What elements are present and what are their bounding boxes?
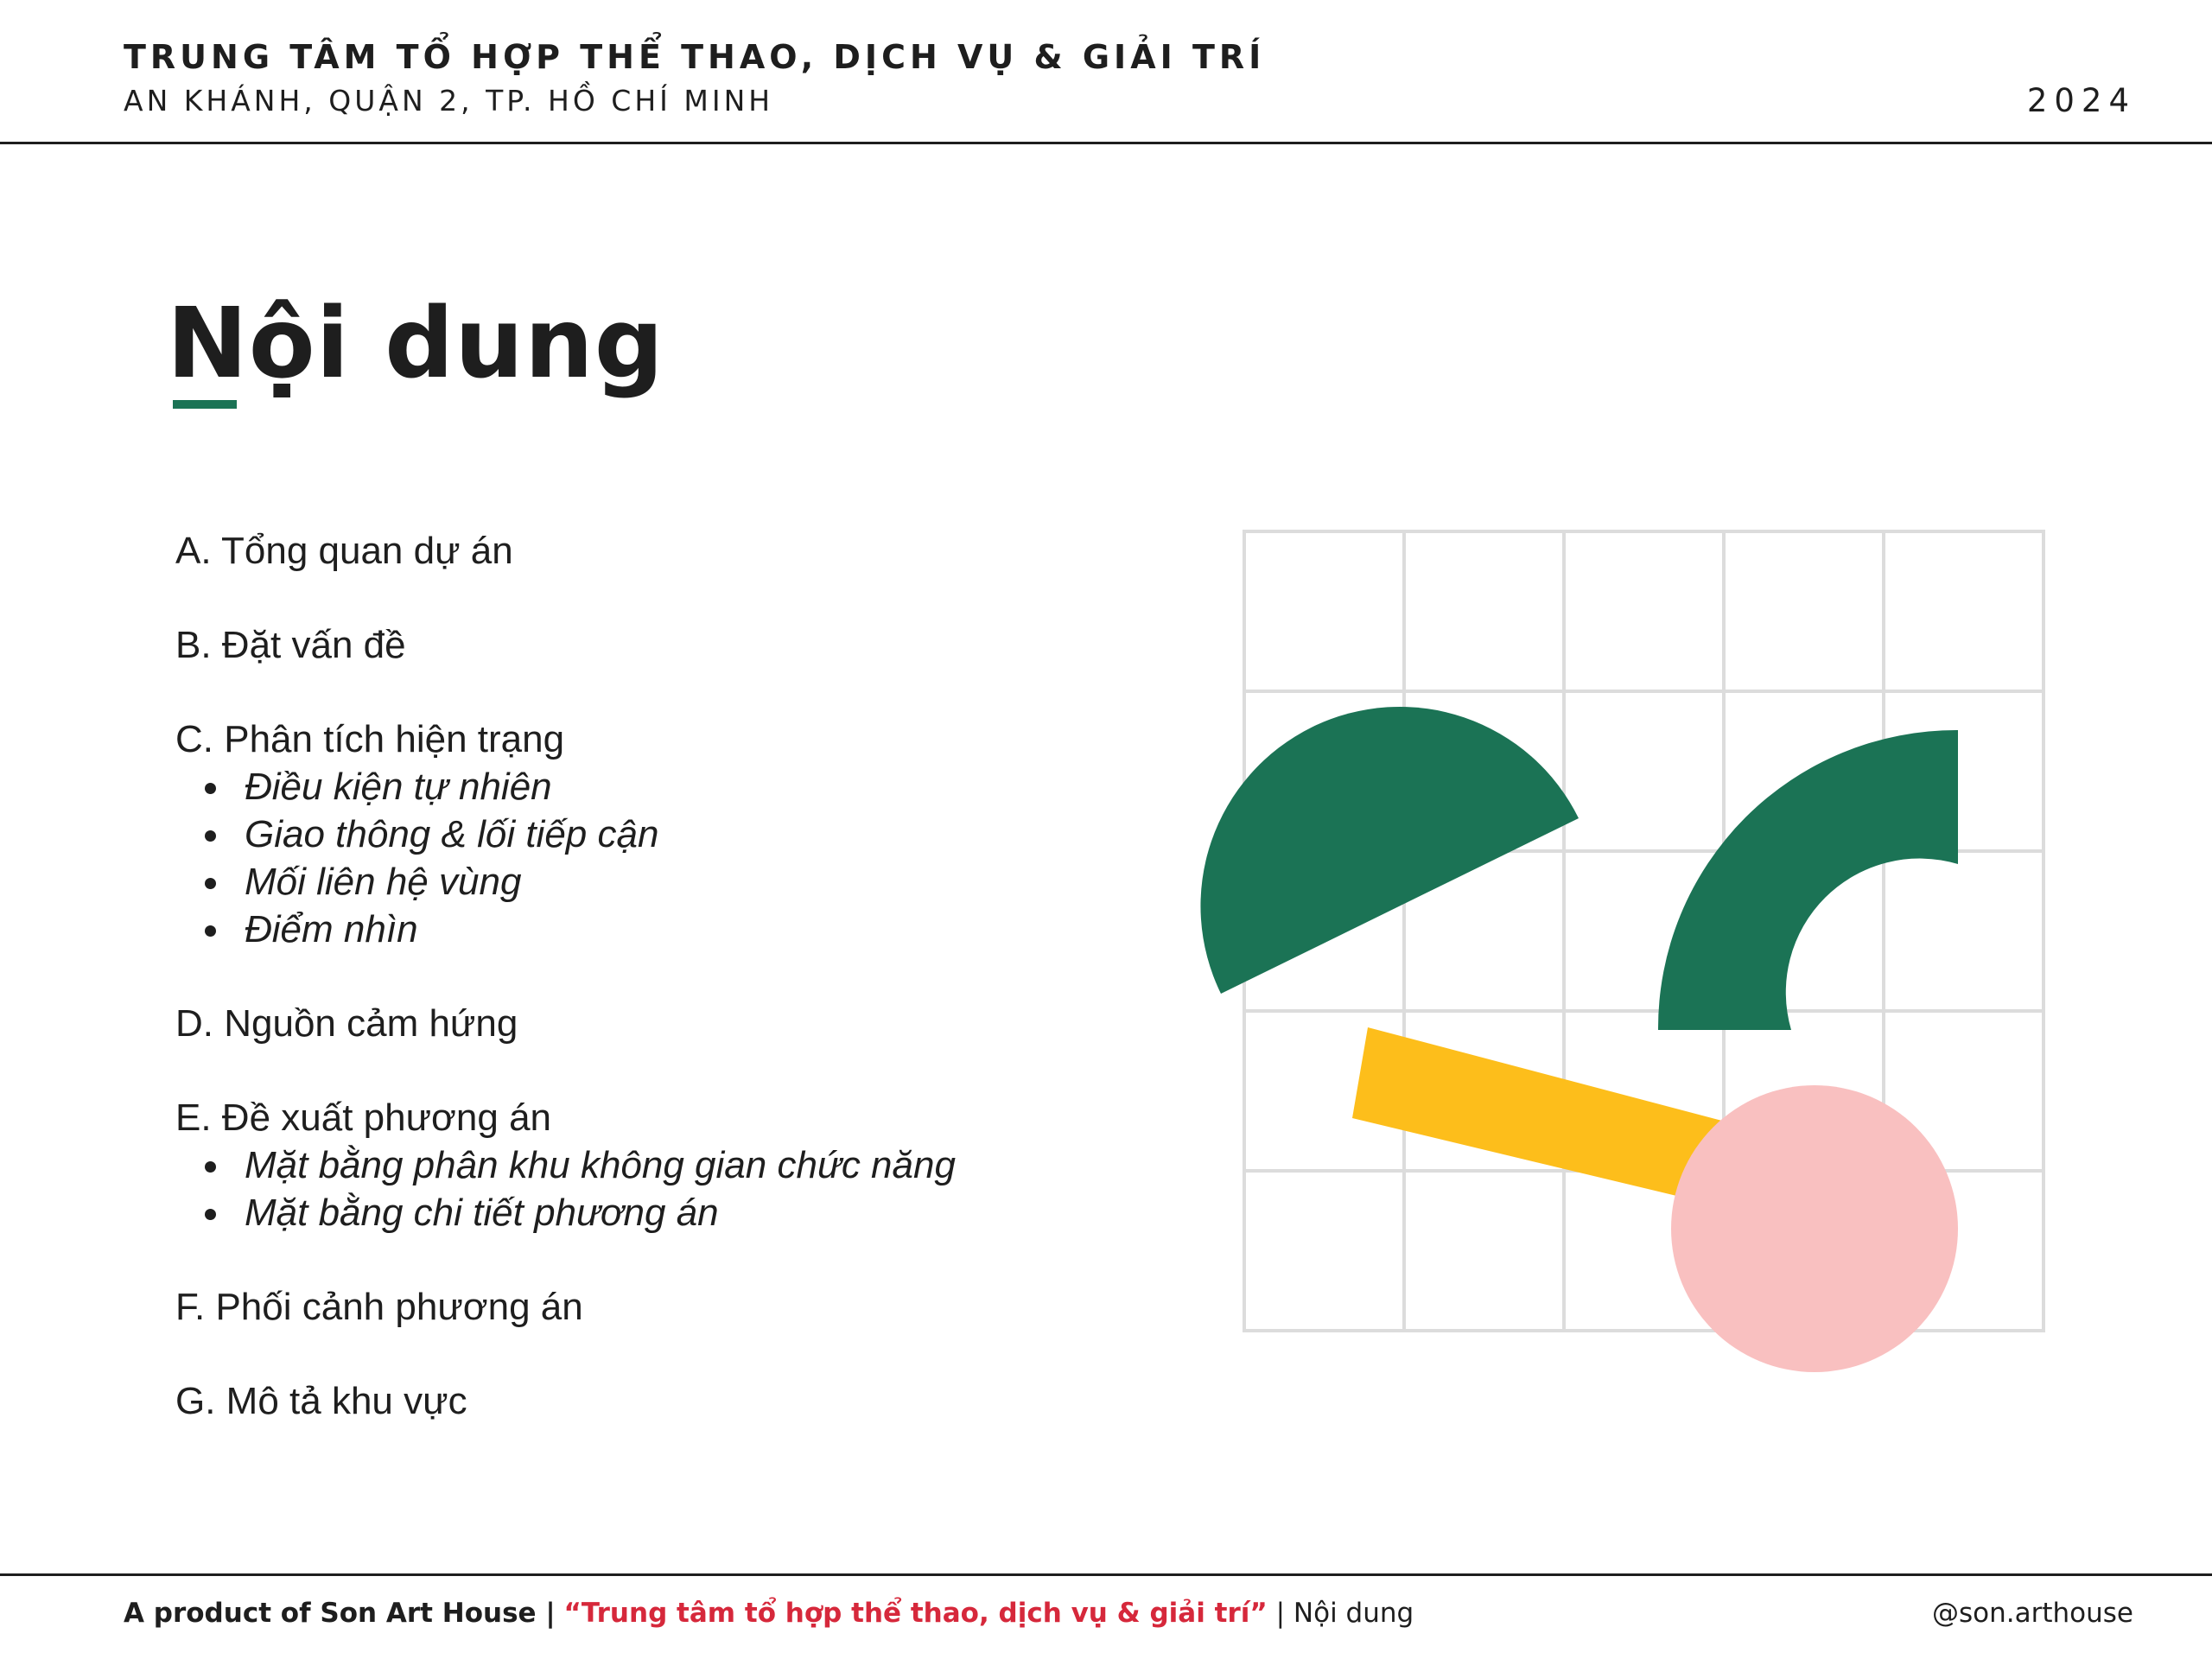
header-divider (0, 142, 2212, 144)
footer-credit (124, 1598, 1414, 1629)
toc-sublist-c (175, 763, 1195, 953)
header-title: TRUNG TÂM TỔ HỢP THỂ THAO, DỊCH VỤ & GIẢI TRÍ (124, 38, 1266, 76)
table-of-contents (175, 527, 1195, 1471)
toc-subitem-label: Mặt bằng phân khu không gian chức năng (245, 1144, 956, 1186)
yellow-bar-shape (1352, 1027, 1735, 1205)
footer-divider (0, 1573, 2212, 1576)
bullet-icon (205, 1209, 216, 1220)
toc-heading-e: E. Đề xuất phương án (175, 1096, 552, 1139)
bullet-icon (205, 878, 216, 889)
toc-section-f (175, 1283, 1195, 1331)
toc-subitem-label: Giao thông & lối tiếp cận (245, 813, 659, 855)
toc-section-d (175, 1000, 1195, 1047)
bullet-icon (205, 1161, 216, 1173)
pink-circle-shape (1671, 1085, 1958, 1372)
footer-section: | Nội dung (1275, 1598, 1414, 1629)
geometric-illustration (1192, 518, 2056, 1382)
header-year: 2024 (2026, 82, 2136, 119)
toc-heading-f: F. Phối cảnh phương án (175, 1286, 583, 1328)
toc-heading-d: D. Nguồn cảm hứng (175, 1002, 518, 1045)
toc-heading-b: B. Đặt vấn đề (175, 624, 406, 666)
footer-product: A product of Son Art House | (124, 1598, 556, 1629)
footer-handle: @son.arthouse (1932, 1598, 2133, 1629)
toc-section-e (175, 1094, 1195, 1236)
title-accent-underline (173, 400, 237, 409)
toc-heading-g: G. Mô tả khu vực (175, 1380, 467, 1422)
toc-subitem (175, 1189, 1195, 1236)
toc-section-a (175, 527, 1195, 575)
header-subtitle: AN KHÁNH, QUẬN 2, TP. HỒ CHÍ MINH (124, 84, 774, 118)
toc-heading-c: C. Phân tích hiện trạng (175, 718, 565, 760)
toc-subitem (175, 763, 1195, 810)
toc-section-g (175, 1377, 1195, 1425)
toc-subitem-label: Mối liên hệ vùng (245, 861, 522, 903)
green-quarter-ring-shape (1658, 730, 1958, 1030)
footer-project-name: “Trung tâm tổ hợp thể thao, dịch vụ & giải trí” (563, 1598, 1268, 1629)
toc-subitem-label: Điều kiện tự nhiên (245, 766, 552, 808)
bullet-icon (205, 925, 216, 937)
toc-subitem (175, 906, 1195, 953)
toc-sublist-e (175, 1141, 1195, 1236)
toc-subitem (175, 858, 1195, 906)
bullet-icon (205, 830, 216, 842)
page-title: Nội dung (167, 288, 664, 400)
toc-subitem (175, 1141, 1195, 1189)
bullet-icon (205, 783, 216, 794)
toc-section-c (175, 715, 1195, 953)
toc-subitem-label: Điểm nhìn (245, 908, 418, 950)
toc-section-b (175, 621, 1195, 669)
toc-subitem (175, 810, 1195, 858)
toc-subitem-label: Mặt bằng chi tiết phương án (245, 1192, 719, 1234)
toc-heading-a: A. Tổng quan dự án (175, 530, 513, 572)
